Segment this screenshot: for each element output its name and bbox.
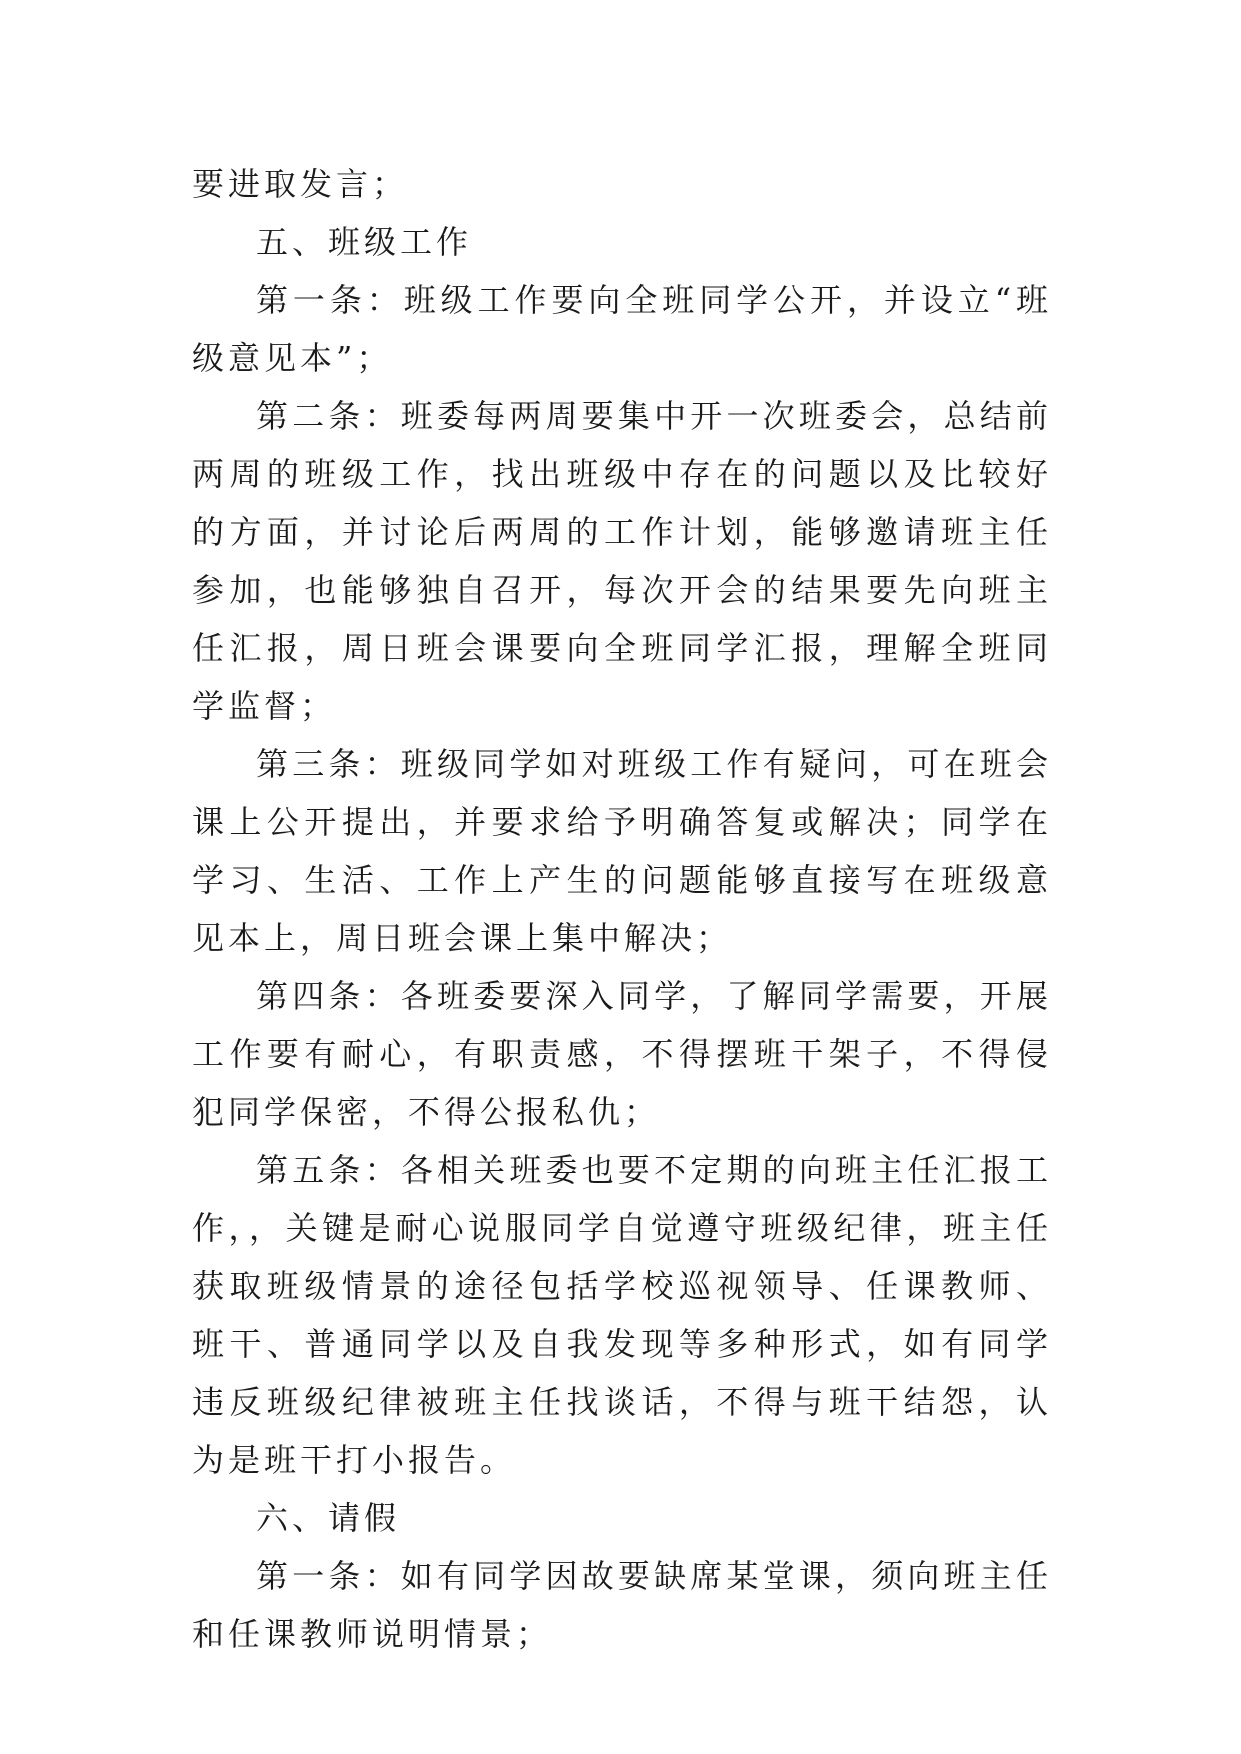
paragraph: 第四条：各班委要深入同学，了解同学需要，开展工作要有耐心，有职责感，不得摆班干架子，不得侵犯同学保密，不得公报私仇； <box>192 977 1052 1131</box>
paragraph: 第一条：班级工作要向全班同学公开，并设立“班级意见本”； <box>192 281 1052 377</box>
paragraph: 第二条：班委每两周要集中开一次班委会，总结前两周的班级工作，找出班级中存在的问题以及比较好的方面，并讨论后两周的工作计划，能够邀请班主任参加，也能够独自召开，每次开会的结果要先向班主任汇报，周日班会课要向全班同学汇报，理解全班同学监督； <box>192 397 1052 725</box>
paragraph: 第一条：如有同学因故要缺席某堂课，须向班主任和任课教师说明情景； <box>192 1557 1052 1653</box>
paragraph: 第五条：各相关班委也要不定期的向班主任汇报工作，，关键是耐心说服同学自觉遵守班级纪律，班主任获取班级情景的途径包括学校巡视领导、任课教师、班干、普通同学以及自我发现等多种形式，如有同学违反班级纪律被班主任找谈话，不得与班干结怨，认为是班干打小报告。 <box>192 1151 1052 1479</box>
section-heading: 六、请假 <box>256 1499 401 1537</box>
paragraph: 第三条：班级同学如对班级工作有疑问，可在班会课上公开提出，并要求给予明确答复或解决；同学在学习、生活、工作上产生的问题能够直接写在班级意见本上，周日班会课上集中解决； <box>192 745 1052 957</box>
section-heading: 五、班级工作 <box>256 223 473 261</box>
document-body <box>192 155 1052 1663</box>
paragraph: 要进取发言； <box>192 165 409 203</box>
